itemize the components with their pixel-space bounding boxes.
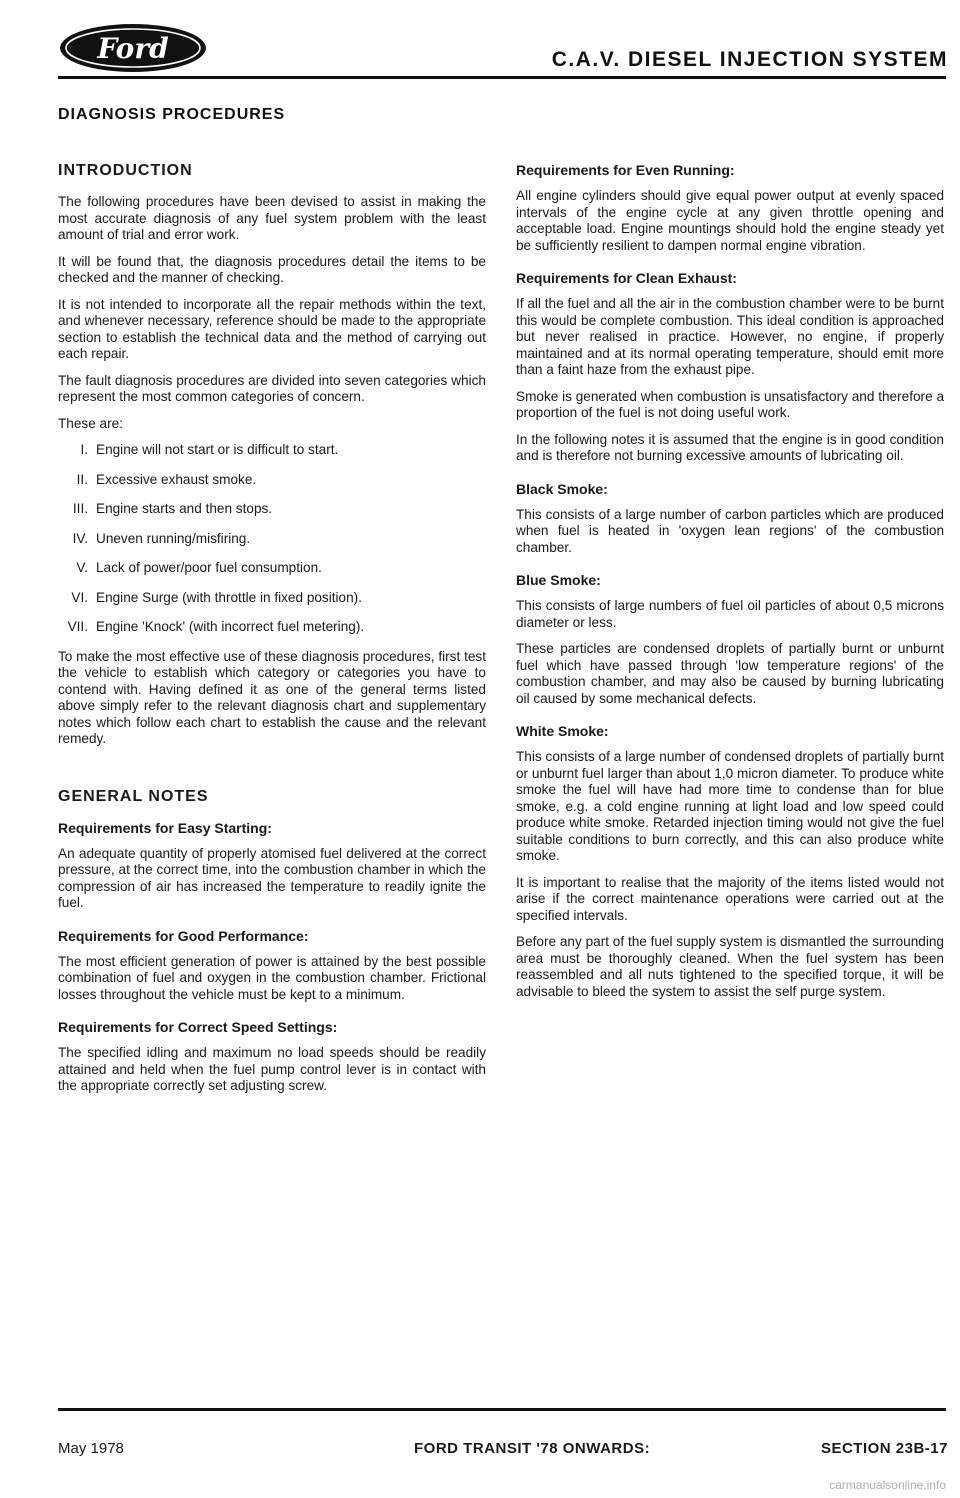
list-item xyxy=(58,501,486,518)
white-smoke-paragraph: This consists of a large number of condensed droplets of partially burnt or unburnt fuel larger than about 1,0 micron diameter. To produce white smoke the fuel will have had more time to condense than for blue smoke, e.g. a cold engine running at light load and low speed could produce white smoke. Retarded injection timing would not give the fuel suitable conditions to burn correctly, and this can also produce white smoke. xyxy=(516,749,944,863)
good-performance-heading: Requirements for Good Performance: xyxy=(58,927,309,944)
blue-smoke-paragraph: These particles are condensed droplets of partially burnt or unburnt fuel which have passed through 'low temperature regions' of the combustion chamber, and may also be caused by burning lubricating oil caused by some mechanical defects. xyxy=(516,641,944,706)
page-footer xyxy=(58,1440,948,1464)
watermark: carmanualsonline.info xyxy=(829,1478,946,1492)
list-item-number: III. xyxy=(72,501,88,516)
intro-paragraph: The following procedures have been devised to assist in making the most accurate diagnosis of any fuel system problem with the least amount of trial and error work. xyxy=(58,194,486,242)
footer-section: SECTION 23B-17 xyxy=(820,1440,948,1457)
header-rule xyxy=(58,76,946,79)
list-item-text: Lack of power/poor fuel consumption. xyxy=(96,560,322,575)
easy-starting-text: An adequate quantity of properly atomised fuel delivered at the correct pressure, at the correct time, into the combustion chamber in which the compression of air has increased the temperature to readily ignite the fuel. xyxy=(58,845,486,910)
white-smoke-paragraph: Before any part of the fuel supply system is dismantled the surrounding area must be thoroughly cleaned. When the fuel system has been reassembled and all nuts tightened to the specified torque, it will be advisable to bleed the system to assist the self purge system. xyxy=(516,934,944,999)
intro-paragraph: The fault diagnosis procedures are divided into seven categories which represent the most common categories of concern. xyxy=(58,372,486,404)
black-smoke-heading: Black Smoke: xyxy=(516,480,608,497)
right-column xyxy=(516,162,944,1010)
list-item-number: VII. xyxy=(67,619,88,634)
clean-exhaust-heading: Requirements for Clean Exhaust: xyxy=(516,270,737,286)
list-item xyxy=(58,531,486,548)
list-item-text: Engine will not start or is difficult to start. xyxy=(96,442,339,457)
good-performance-text: The most efficient generation of power is attained by the best possible combination of fuel and oxygen in the combustion chamber. Frictional losses throughout the vehicle must be kept to a minimum. xyxy=(58,953,486,1002)
even-running-heading: Requirements for Even Running: xyxy=(516,162,735,178)
clean-exhaust-paragraph: If all the fuel and all the air in the combustion chamber were to be burnt this would be complete combustion. This ideal condition is approached but never realised in practice. However, no engine, if properly maintained and at its normal operating temperature, should emit more than a faint haze from the exhaust pipe. xyxy=(516,296,944,377)
page-heading: DIAGNOSIS PROCEDURES xyxy=(58,106,286,123)
clean-exhaust-paragraph: Smoke is generated when combustion is unsatisfactory and therefore a proportion of the fuel is not doing useful work. xyxy=(516,388,944,420)
intro-paragraph: It will be found that, the diagnosis procedures detail the items to be checked and the manner of checking. xyxy=(58,253,486,285)
list-item-text: Engine Surge (with throttle in fixed position). xyxy=(96,589,362,605)
white-smoke-paragraph: It is important to realise that the majority of the items listed would not arise if the correct maintenance operations were carried out at the specified intervals. xyxy=(516,874,944,923)
black-smoke-text: This consists of a large number of carbon particles which are produced when fuel is heated in 'oxygen lean regions' of the combustion chamber. xyxy=(516,506,944,555)
white-smoke-heading: White Smoke: xyxy=(516,723,609,739)
footer-publication: FORD TRANSIT '78 ONWARDS: xyxy=(414,1440,651,1457)
list-item-text: Excessive exhaust smoke. xyxy=(96,471,257,487)
list-item-number: V. xyxy=(76,560,88,575)
list-item xyxy=(58,590,486,607)
svg-text:Ford: Ford xyxy=(97,32,169,65)
footer-date: May 1978 xyxy=(58,1440,124,1457)
list-item xyxy=(58,442,486,459)
list-item-text: Engine 'Knock' (with incorrect fuel metering). xyxy=(96,619,365,634)
blue-smoke-heading: Blue Smoke: xyxy=(516,572,601,588)
speed-settings-text: The specified idling and maximum no load speeds should be readily attained and held when the fuel pump control lever is in contact with the appropriate correctly set adjusting screw. xyxy=(58,1045,486,1093)
intro-closing-paragraph: To make the most effective use of these diagnosis procedures, first test the vehicle to establish which category or categories you have to contend with. Having defined it as one of the general terms listed above simply refer to the relevant diagnosis chart and supplementary notes which follow each chart to establish the cause and the relevant remedy. xyxy=(58,648,486,746)
clean-exhaust-paragraph: In the following notes it is assumed that the engine is in good condition and is therefore not burning excessive amounts of lubricating oil. xyxy=(516,431,944,463)
document-title: C.A.V. DIESEL INJECTION SYSTEM xyxy=(551,48,948,71)
ford-logo xyxy=(58,22,208,74)
left-column xyxy=(58,162,486,1105)
list-item-number: VI. xyxy=(71,589,88,605)
category-list xyxy=(58,442,486,636)
list-item-text: Engine starts and then stops. xyxy=(96,501,273,516)
easy-starting-heading: Requirements for Easy Starting: xyxy=(58,819,272,836)
introduction-heading: INTRODUCTION xyxy=(58,162,193,179)
blue-smoke-paragraph: This consists of large numbers of fuel oil particles of about 0,5 microns diameter or less. xyxy=(516,598,944,630)
even-running-text: All engine cylinders should give equal power output at evenly spaced intervals of the engine cycle at any given throttle opening and acceptable load. Engine mountings should hold the engine steady yet be sufficiently resilient to dampen normal engine vibration. xyxy=(516,188,944,253)
footer-rule xyxy=(58,1408,946,1411)
list-item-number: I. xyxy=(80,442,88,457)
speed-settings-heading: Requirements for Correct Speed Settings: xyxy=(58,1019,338,1035)
list-item xyxy=(58,619,486,636)
list-item-text: Uneven running/misfiring. xyxy=(96,530,251,546)
general-notes-heading: GENERAL NOTES xyxy=(58,787,209,805)
page-header xyxy=(58,22,948,78)
list-item-number: II. xyxy=(76,471,88,487)
intro-paragraph: It is not intended to incorporate all the repair methods within the text, and whenever necessary, reference should be made to the appropriate section to establish the technical data and the method of carrying out each repair. xyxy=(58,296,486,361)
list-item xyxy=(58,472,486,489)
intro-paragraph: These are: xyxy=(58,415,123,431)
list-item xyxy=(58,560,486,577)
list-item-number: IV. xyxy=(72,530,88,546)
